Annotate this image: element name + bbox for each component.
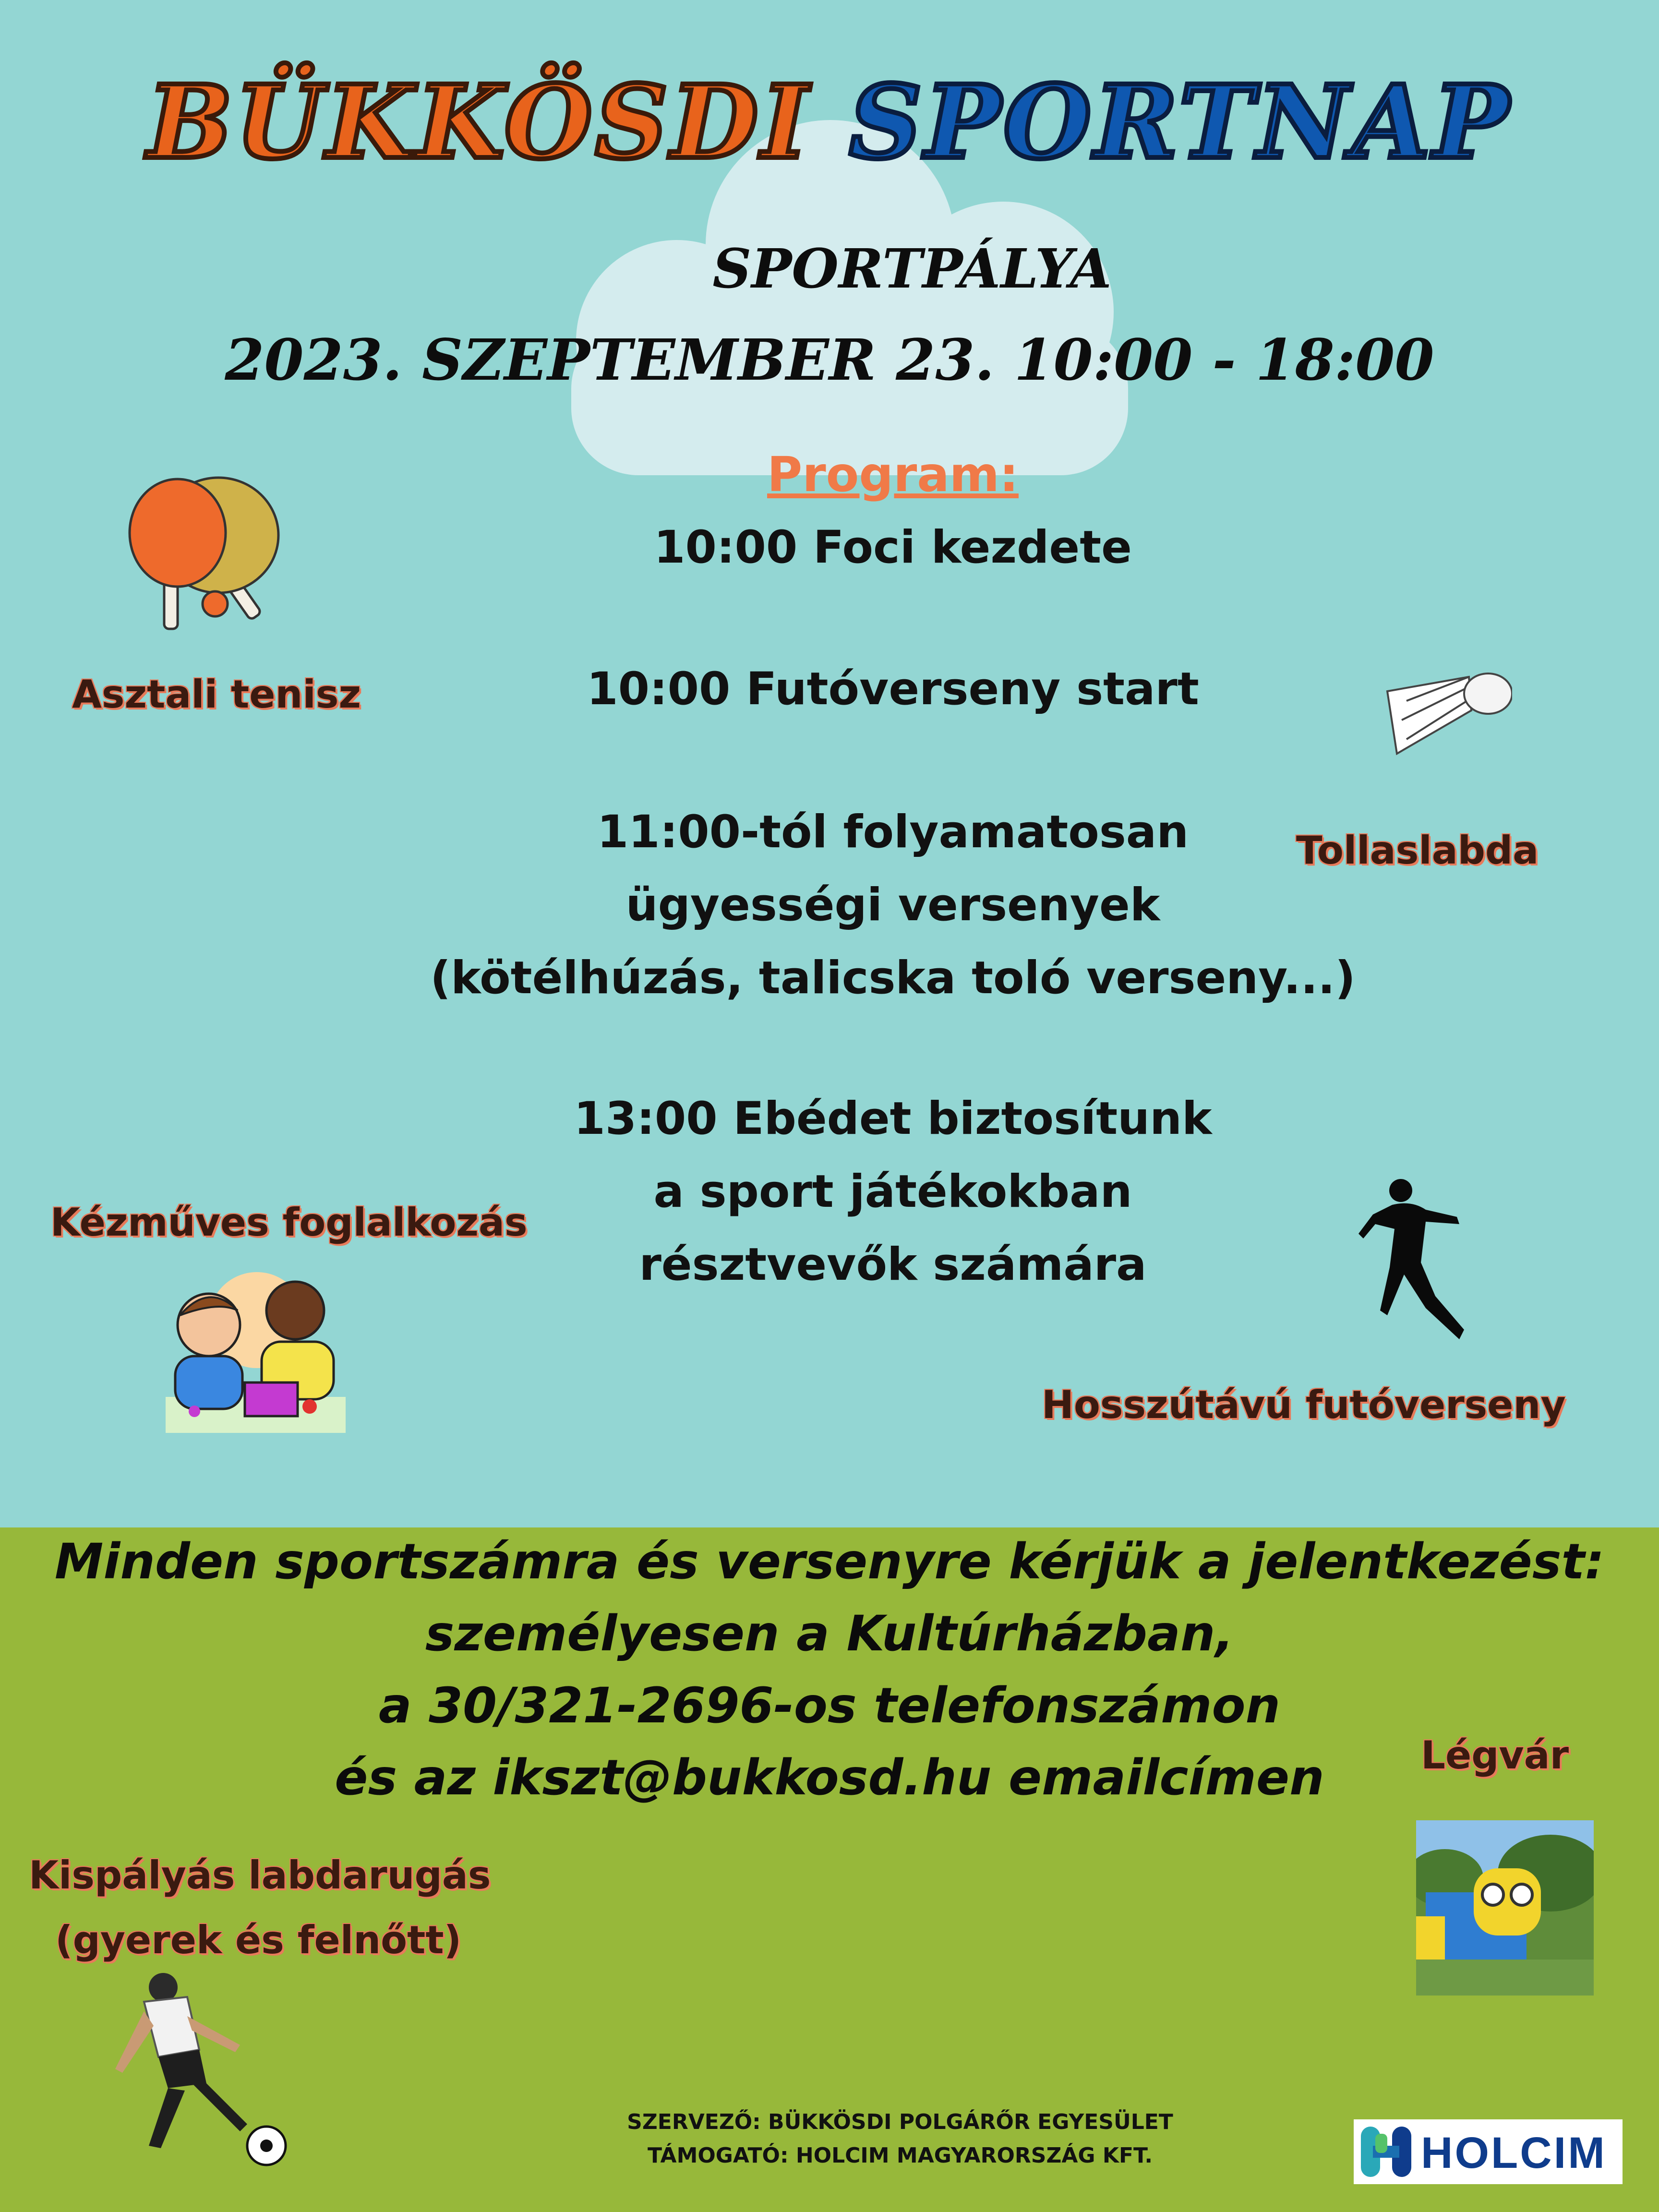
- program-line: 10:00 Futóverseny start: [587, 663, 1199, 715]
- label-crafts: Kézműves foglalkozás: [50, 1200, 528, 1245]
- holcim-logo-mark-icon: [1358, 2124, 1414, 2179]
- registration-line: és az ikszt@bukkosd.hu emailcímen: [335, 1749, 1324, 1806]
- registration-line: Minden sportszámra és versenyre kérjük a jelentkezést:: [54, 1533, 1605, 1590]
- holcim-logo: [1354, 2119, 1623, 2184]
- runner-silhouette-icon: [1354, 1171, 1488, 1344]
- football-player-illustration: [96, 1968, 298, 2179]
- label-table-tennis: Asztali tenisz: [72, 672, 361, 717]
- label-football-line1: Kispályás labdarugás: [29, 1853, 491, 1898]
- kids-crafting-illustration: [166, 1262, 346, 1433]
- date-time-text: 2023. SZEPTEMBER 23. 10:00 - 18:00: [225, 326, 1434, 393]
- bouncy-castle-photo: [1416, 1820, 1594, 1996]
- program-heading: Program:: [767, 446, 1019, 503]
- holcim-logo-text: HOLCIM: [1421, 2128, 1607, 2177]
- registration-line: személyesen a Kultúrházban,: [425, 1605, 1234, 1662]
- label-football-line2: (gyerek és felnőtt): [55, 1918, 462, 1962]
- program-line: résztvevők számára: [639, 1238, 1147, 1291]
- program-line: 11:00-tól folyamatosan: [597, 806, 1189, 858]
- program-line: 10:00 Foci kezdete: [654, 521, 1132, 574]
- footer-organizer: SZERVEZŐ: BÜKKÖSDI POLGÁRŐR EGYESÜLET: [627, 2110, 1173, 2134]
- shuttlecock-icon: [1378, 658, 1512, 768]
- table-tennis-paddles-icon: [125, 475, 298, 638]
- title-part-1: BÜKKÖSDI: [147, 63, 811, 181]
- footer-sponsor: TÁMOGATÓ: HOLCIM MAGYARORSZÁG KFT.: [647, 2143, 1153, 2168]
- label-badminton: Tollaslabda: [1296, 828, 1539, 873]
- program-line: ügyességi versenyek: [625, 879, 1160, 931]
- program-line: (kötélhúzás, talicska toló verseny...): [430, 952, 1356, 1004]
- program-line: a sport játékokban: [653, 1166, 1132, 1218]
- venue-text: SPORTPÁLYA: [712, 238, 1112, 301]
- program-line: 13:00 Ebédet biztosítunk: [574, 1093, 1212, 1145]
- page-title: [0, 63, 1659, 181]
- registration-line: a 30/321-2696-os telefonszámon: [378, 1677, 1281, 1734]
- label-bouncy-castle: Légvár: [1421, 1733, 1569, 1778]
- title-part-2: SPORTNAP: [849, 63, 1512, 181]
- label-long-run: Hosszútávú futóverseny: [1042, 1382, 1566, 1427]
